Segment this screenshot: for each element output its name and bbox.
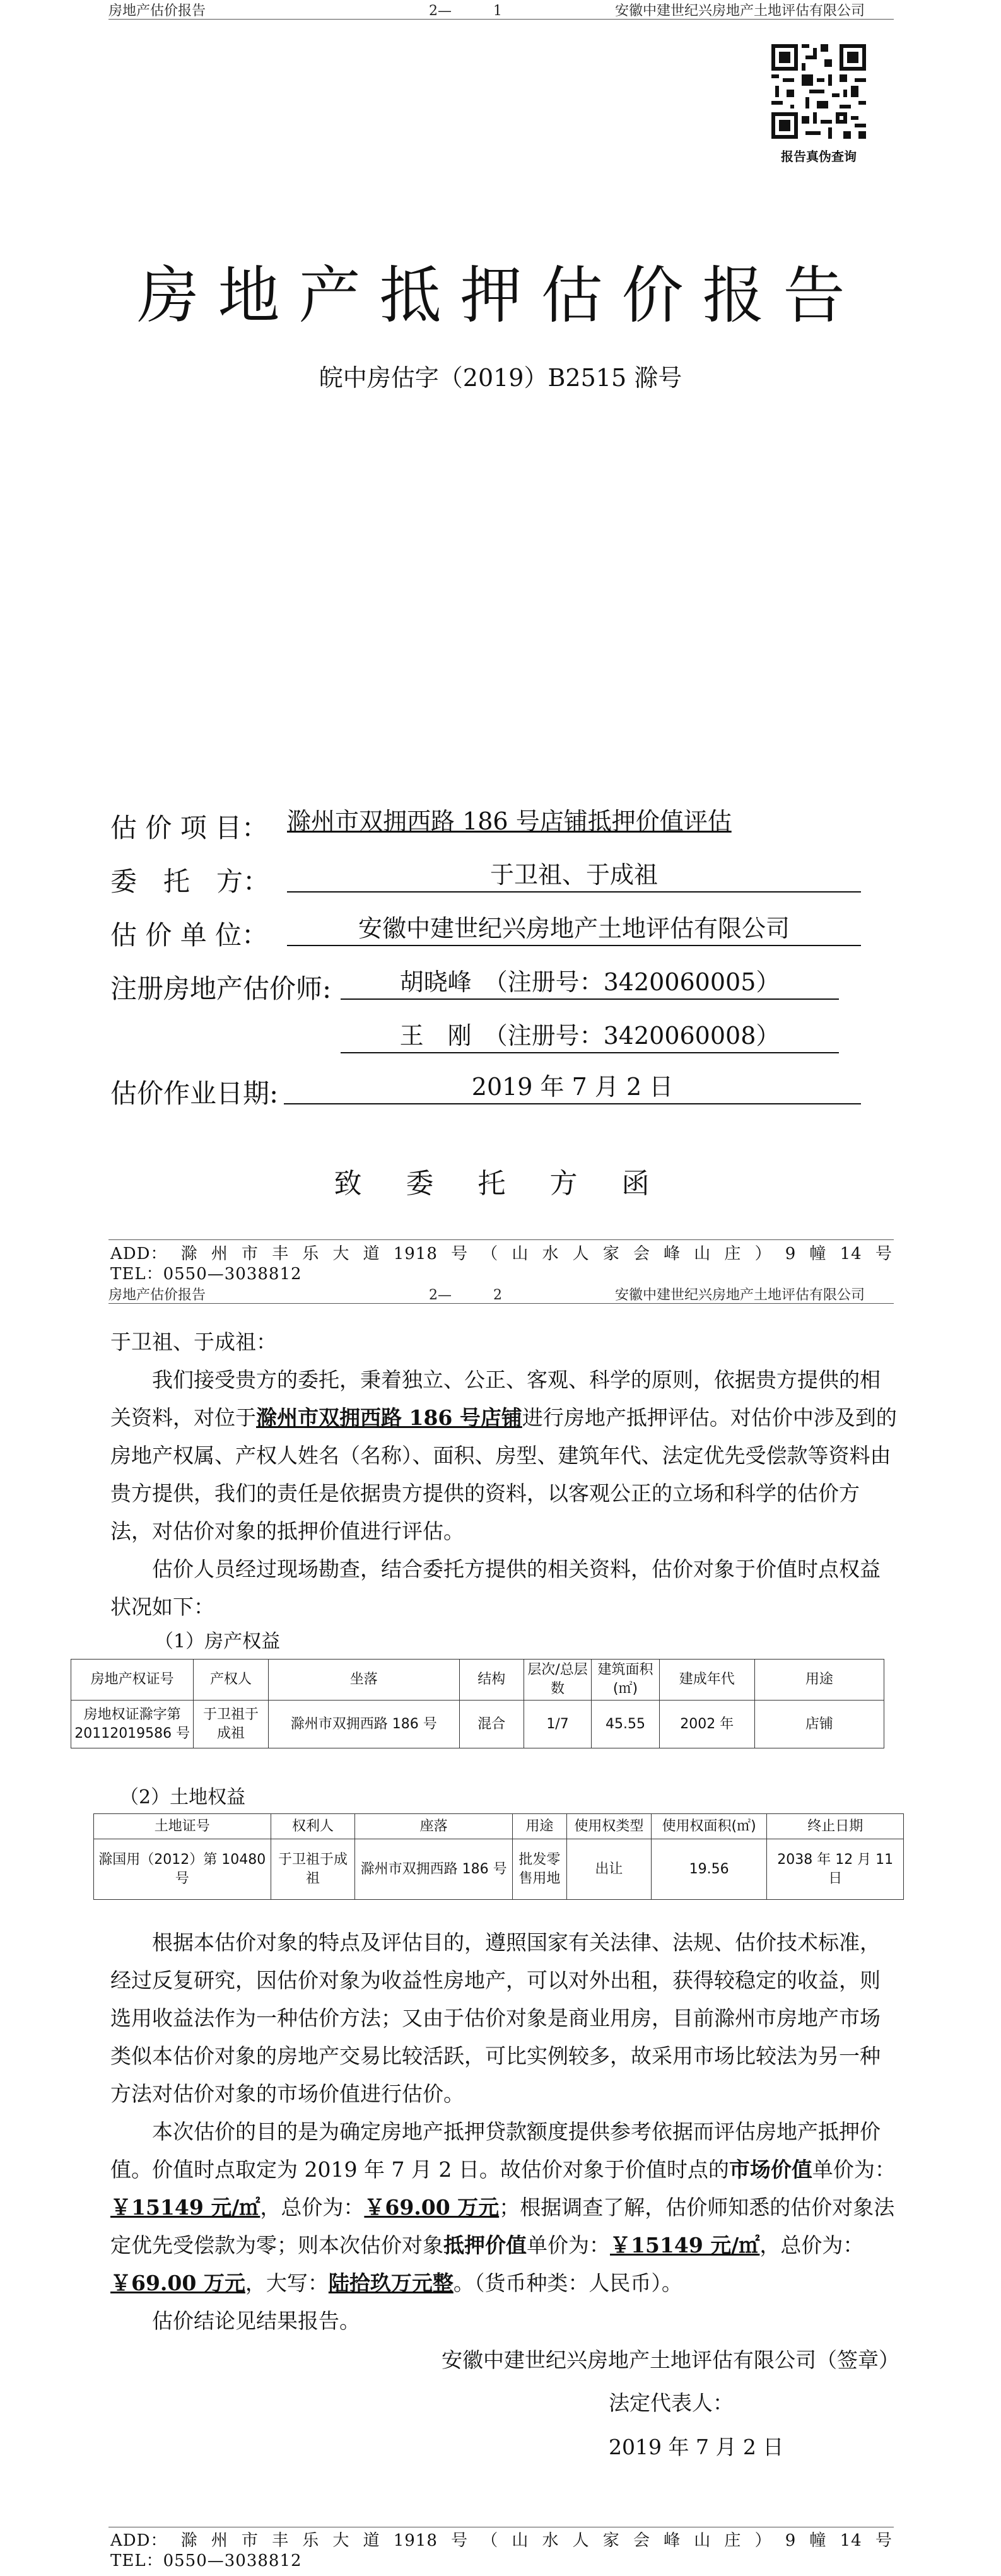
- table-cell: 19.56: [651, 1839, 767, 1900]
- footer-address: ADD： 滁 州 市 丰 乐 大 道 1918 号 （ 山 水 人 家 会 峰 山 庄 ） 9 幢 14 号: [110, 2531, 893, 2550]
- table-row: [94, 1839, 904, 1900]
- letter-paragraph-4: 本次估价的目的是为确定房地产抵押贷款额度提供参考依据而评估房地产抵押价值。价值时点取定为 2019 年 7 月 2 日。故估价对象于价值时点的市场价值单价为：￥15149 元/㎡，总价为：￥69.00 万元；根据调查了解，估价师知悉的估价对象法定优先受偿款为零；则本次估价对象抵押价值单价为：￥15149 元/㎡，总价为：￥69.00 万元，大写：陆拾玖万元整。（货币种类：人民币）。: [110, 2119, 896, 2295]
- salutation: 于卫祖、于成祖：: [110, 1330, 277, 1354]
- page-header-left: 房地产估价报告: [108, 1287, 206, 1303]
- market-unit-price: ￥15149 元/㎡: [110, 2195, 260, 2220]
- table-cell: 店铺: [754, 1701, 884, 1748]
- house-rights-table: [71, 1659, 884, 1748]
- table-cell: 出让: [566, 1839, 651, 1900]
- header-rule: [108, 19, 894, 20]
- table-header-row: [94, 1814, 904, 1839]
- page-header-number: 2— 1: [429, 3, 502, 19]
- table-header-cell: 房地产权证号: [71, 1660, 194, 1701]
- table-header-cell: 土地证号: [94, 1814, 271, 1839]
- work-date-value: 2019 年 7 月 2 日: [284, 1070, 861, 1104]
- page-header-company: 安徽中建世纪兴房地产土地评估有限公司: [615, 3, 865, 19]
- qr-caption: 报告真伪查询: [781, 149, 857, 164]
- table-cell: 滁州市双拥西路 186 号: [355, 1839, 512, 1900]
- mortgage-total-price: ￥69.00 万元: [110, 2271, 245, 2295]
- table-cell: 滁州市双拥西路 186 号: [268, 1701, 459, 1748]
- table-header-cell: 结构: [459, 1660, 524, 1701]
- footer-rule: [108, 1239, 894, 1240]
- table-cell: 混合: [459, 1701, 524, 1748]
- table-cell: 45.55: [592, 1701, 660, 1748]
- appraisal-unit-value: 安徽中建世纪兴房地产土地评估有限公司: [287, 912, 861, 946]
- header-rule: [108, 1303, 894, 1304]
- qr-code-icon[interactable]: [771, 44, 866, 139]
- table-cell: 1/7: [524, 1701, 592, 1748]
- market-total-price: ￥69.00 万元: [364, 2195, 500, 2220]
- letter-paragraph-3: 根据本估价对象的特点及评估目的，遵照国家有关法律、法规、估价技术标准，经过反复研究，因估价对象为收益性房地产，可以对外出租，获得较稳定的收益，则选用收益法作为一种估价方法；又由于估价对象是商业用房，目前滁州市房地产市场类似本估价对象的房地产交易比较活跃，可比实例较多，故采用市场比较法为另一种方法对估价对象的市场价值进行估价。: [110, 1930, 881, 2106]
- table-header-cell: 产权人: [194, 1660, 268, 1701]
- letter-title: 致 委 托 方 函: [334, 1168, 667, 1200]
- table-cell: 2038 年 12 月 11 日: [767, 1839, 904, 1900]
- table-header-cell: 权利人: [271, 1814, 355, 1839]
- appraiser-1: 胡晓峰 （注册号：3420060005）: [341, 966, 839, 1000]
- letter-paragraph-5: 估价结论见结果报告。: [152, 2309, 360, 2333]
- client-value: 于卫祖、于成祖: [287, 858, 861, 893]
- table-cell: 滁国用（2012）第 10480 号: [94, 1839, 271, 1900]
- table-header-cell: 建筑面积(㎡): [592, 1660, 660, 1701]
- document-number: 皖中房估字（2019）B2515 滁号: [319, 364, 682, 392]
- client-label: 委 托 方：: [110, 866, 270, 897]
- table-header-cell: 坐落: [268, 1660, 459, 1701]
- table-header-row: [71, 1660, 884, 1701]
- table-header-cell: 使用权类型: [566, 1814, 651, 1839]
- table-header-cell: 建成年代: [659, 1660, 754, 1701]
- footer-tel: TEL：0550—3038812: [110, 2551, 302, 2570]
- appraiser-label: 注册房地产估价师:: [110, 973, 332, 1004]
- table-header-cell: 终止日期: [767, 1814, 904, 1839]
- table-cell: 于卫祖于成祖: [271, 1839, 355, 1900]
- table-row: [71, 1701, 884, 1748]
- company-signature: 安徽中建世纪兴房地产土地评估有限公司（签章）: [442, 2348, 899, 2372]
- project-label: 估 价 项 目：: [110, 812, 269, 843]
- house-rights-title: （1）房产权益: [155, 1630, 281, 1653]
- amount-in-words: 陆拾玖万元整: [328, 2271, 454, 2295]
- legal-representative: 法定代表人：: [609, 2391, 734, 2415]
- report-title: 房地产抵押估价报告: [137, 260, 864, 332]
- table-cell: 2002 年: [659, 1701, 754, 1748]
- signature-date: 2019 年 7 月 2 日: [609, 2435, 784, 2459]
- property-address: 滁州市双拥西路 186 号店铺: [256, 1405, 522, 1430]
- letter-paragraph-1: 我们接受贵方的委托，秉着独立、公正、客观、科学的原则，依据贵方提供的相关资料，对位于滁州市双拥西路 186 号店铺进行房地产抵押评估。对估价中涉及到的房地产权属、产权人姓名（名称）、面积、房型、建筑年代、法定优先受偿款等资料由贵方提供，我们的责任是依据贵方提供的资料，以客观公正的立场和科学的估价方法，对估价对象的抵押价值进行评估。: [110, 1367, 897, 1543]
- page-header-company: 安徽中建世纪兴房地产土地评估有限公司: [615, 1287, 865, 1303]
- table-header-cell: 使用权面积(㎡): [651, 1814, 767, 1839]
- table-header-cell: 用途: [754, 1660, 884, 1701]
- work-date-label: 估价作业日期:: [110, 1078, 279, 1109]
- appraiser-2: 王 刚 （注册号：3420060008）: [341, 1019, 839, 1053]
- footer-tel: TEL：0550—3038812: [110, 1265, 302, 1284]
- project-value: 滁州市双拥西路 186 号店铺抵押价值评估: [287, 807, 732, 835]
- page-header-number: 2— 2: [429, 1287, 502, 1303]
- table-cell: 批发零售用地: [512, 1839, 566, 1900]
- footer-address: ADD： 滁 州 市 丰 乐 大 道 1918 号 （ 山 水 人 家 会 峰 山 庄 ） 9 幢 14 号: [110, 1244, 893, 1263]
- page-header-left: 房地产估价报告: [108, 3, 206, 19]
- table-cell: 房地权证滁字第20112019586 号: [71, 1701, 194, 1748]
- table-header-cell: 用途: [512, 1814, 566, 1839]
- land-rights-table: [93, 1813, 904, 1900]
- table-cell: 于卫祖于成祖: [194, 1701, 268, 1748]
- appraisal-unit-label: 估 价 单 位：: [110, 920, 269, 951]
- letter-paragraph-2: 估价人员经过现场勘查，结合委托方提供的相关资料，估价对象于价值时点权益状况如下：: [110, 1557, 881, 1619]
- table-header-cell: 座落: [355, 1814, 512, 1839]
- land-rights-title: （2）土地权益: [120, 1786, 246, 1808]
- mortgage-unit-price: ￥15149 元/㎡: [610, 2233, 760, 2257]
- table-header-cell: 层次/总层数: [524, 1660, 592, 1701]
